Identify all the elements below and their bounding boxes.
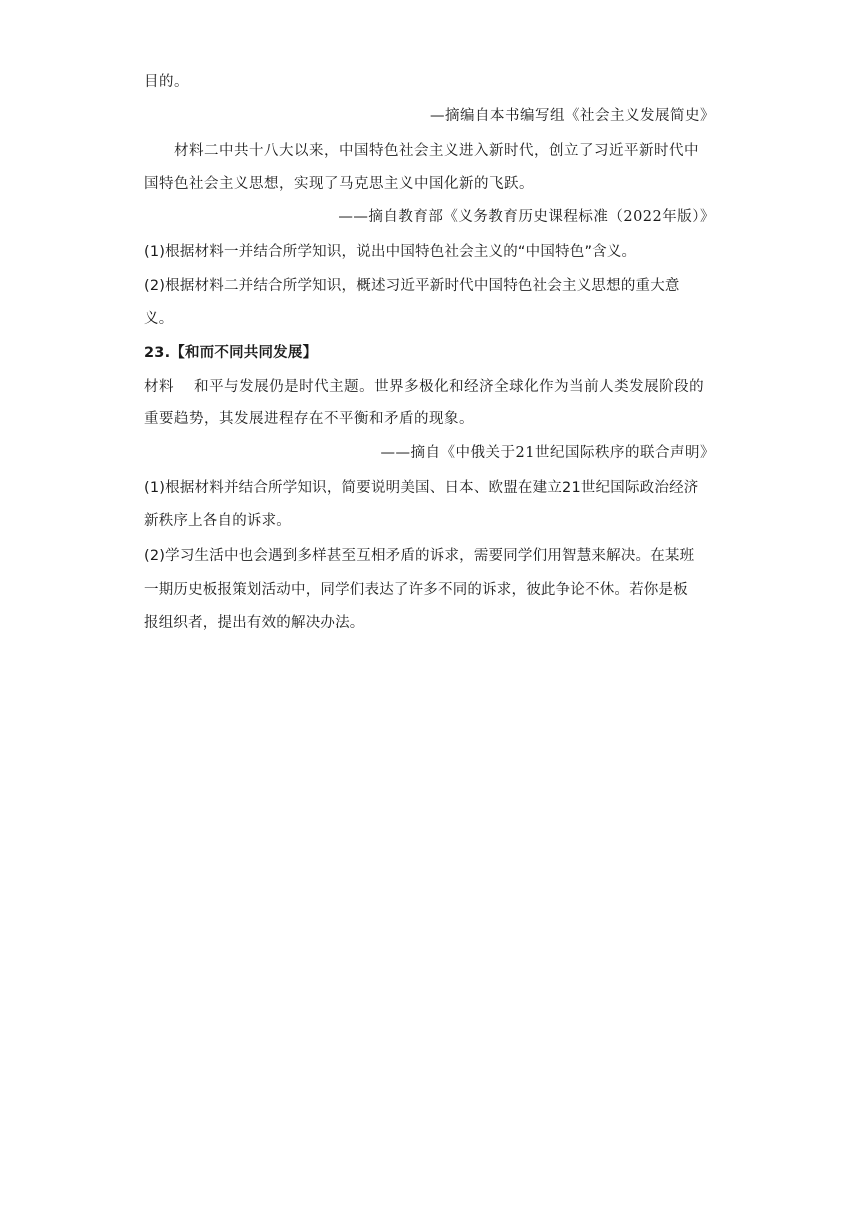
q23-source: ——摘自《中俄关于21世纪国际秩序的联合声明》 <box>380 445 715 461</box>
q23-sub2-line1: (2)学习生活中也会遇到多样甚至互相矛盾的诉求，需要同学们用智慧来解决。在某班 <box>144 548 695 564</box>
q23-material-line2: 重要趋势，其发展进程存在不平衡和矛盾的现象。 <box>144 411 474 427</box>
material1-source: —摘编自本书编写组《社会主义发展简史》 <box>430 108 715 124</box>
q22-sub2-line1: (2)根据材料二并结合所学知识，概述习近平新时代中国特色社会主义思想的重大意 <box>144 278 680 294</box>
q23-sub2-line2: 一期历史板报策划活动中，同学们表达了许多不同的诉求，彼此争论不休。若你是板 <box>144 582 688 598</box>
q22-sub1: (1)根据材料一并结合所学知识，说出中国特色社会主义的“中国特色”含义。 <box>144 244 637 260</box>
q23-sub2-line3: 报组织者，提出有效的解决办法。 <box>144 615 365 631</box>
q23-sub1-line2: 新秩序上各自的诉求。 <box>144 513 291 529</box>
q23-material-line1: 材料 和平与发展仍是时代主题。世界多极化和经济全球化作为当前人类发展阶段的 <box>144 379 705 395</box>
material2-source: ——摘自教育部《义务教育历史课程标准（2022年版）》 <box>338 209 715 225</box>
material1-tail: 目的。 <box>144 74 189 90</box>
material2-line2: 国特色社会主义思想，实现了马克思主义中国化新的飞跃。 <box>144 176 534 192</box>
q23-sub1-line1: (1)根据材料并结合所学知识，简要说明美国、日本、欧盟在建立21世纪国际政治经济 <box>144 480 699 496</box>
q22-sub2-line2: 义。 <box>144 311 174 327</box>
material2-line1: 材料二中共十八大以来，中国特色社会主义进入新时代，创立了习近平新时代中 <box>174 143 699 159</box>
q23-heading: 23.【和而不同共同发展】 <box>144 345 318 361</box>
